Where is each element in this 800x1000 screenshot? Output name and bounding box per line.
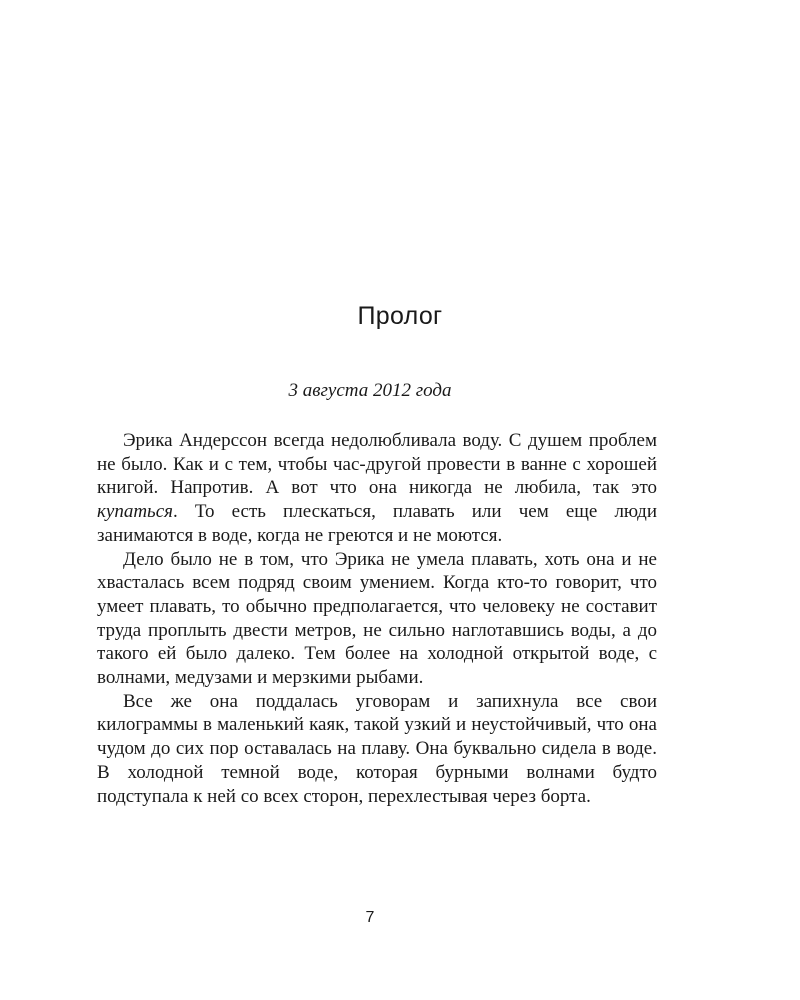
paragraph-text: . То есть плескаться, плавать или чем еще люди занимаются в воде, когда не греются и не моются. <box>97 501 657 546</box>
paragraph <box>97 690 657 809</box>
paragraph <box>97 429 657 548</box>
paragraph-text: Дело было не в том, что Эрика не умела плавать, хоть она и не хвасталась всем подряд своим умением. Когда кто-то говорит, что умеет плавать, то обычно предполагается, что человеку не составит труда проплыть двести метров, не сильно наглотавшись воды, а до такого ей было далеко. Тем более на холодной открытой воде, с волнами, медузами и мерзкими рыбами. <box>97 548 657 689</box>
paragraph-text: Все же она поддалась уговорам и запихнула все свои килограммы в маленький каяк, такой узкий и неустойчивый, что она чудом до сих пор оставалась на плаву. Она буквально сидела в воде. В холодной темной воде, которая бурными волнами будто подступала к ней со всех сторон, перехлестывая через борта. <box>97 690 657 807</box>
page-number: 7 <box>365 909 375 926</box>
paragraph <box>97 548 657 690</box>
chapter-date: 3 августа 2012 года <box>288 380 452 401</box>
emphasized-word: купаться <box>97 501 173 523</box>
paragraph-text: Эрика Андерссон всегда недолюбливала воду. С душем проблем не было. Как и с тем, чтобы час-другой провести в ванне с хорошей книгой. Напротив. А вот что она никогда не любила, так это <box>97 430 657 499</box>
body-text <box>97 429 657 808</box>
chapter-title: Пролог <box>357 302 443 330</box>
